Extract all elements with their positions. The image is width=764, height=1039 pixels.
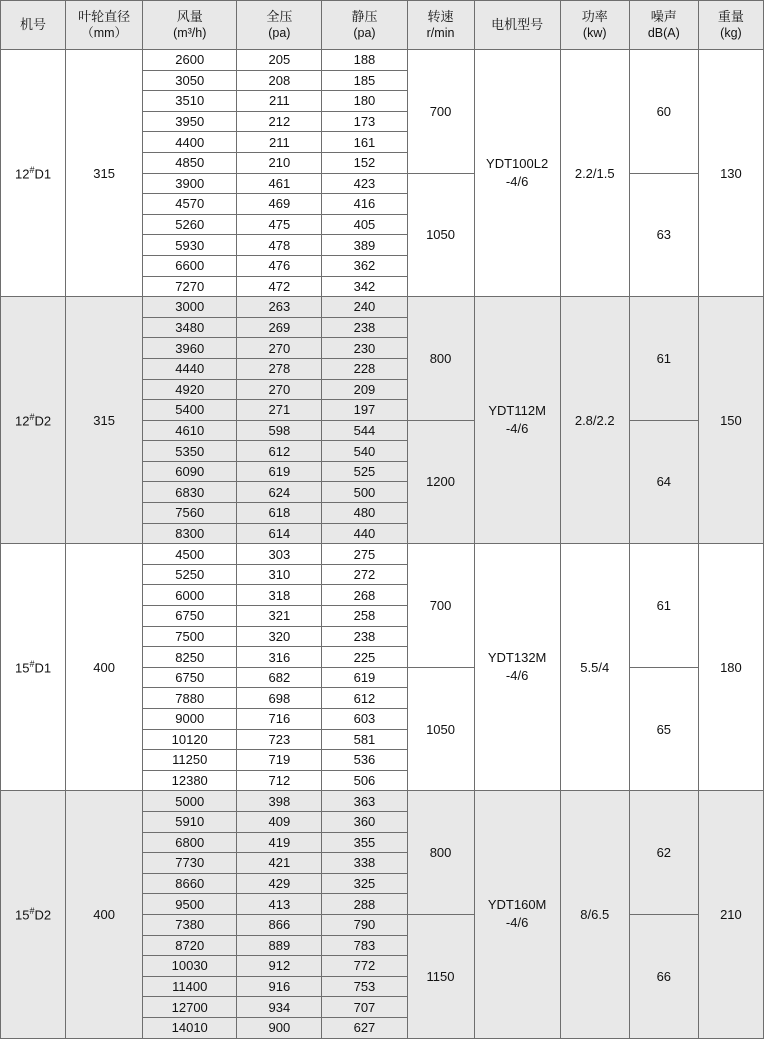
cell-static-pressure: 180 (322, 91, 407, 112)
header-noise (629, 1, 698, 50)
cell-total-pressure: 413 (237, 894, 322, 915)
cell-static-pressure: 707 (322, 997, 407, 1018)
cell-total-pressure: 263 (237, 297, 322, 318)
cell-speed: 800 (407, 297, 474, 421)
motor-model-sub: -4/6 (505, 915, 529, 931)
cell-air-volume: 7500 (143, 626, 237, 647)
cell-static-pressure: 423 (322, 173, 407, 194)
cell-speed: 700 (407, 544, 474, 668)
cell-air-volume: 4610 (143, 420, 237, 441)
cell-air-volume: 7730 (143, 853, 237, 874)
table-row (1, 297, 764, 318)
cell-total-pressure: 270 (237, 338, 322, 359)
cell-static-pressure: 238 (322, 317, 407, 338)
cell-total-pressure: 698 (237, 688, 322, 709)
cell-static-pressure: 525 (322, 461, 407, 482)
cell-air-volume: 8660 (143, 873, 237, 894)
cell-static-pressure: 240 (322, 297, 407, 318)
motor-model-main: YDT100L2 (486, 155, 549, 171)
cell-static-pressure: 272 (322, 564, 407, 585)
header-total-pressure (237, 1, 322, 50)
cell-total-pressure: 618 (237, 503, 322, 524)
cell-static-pressure: 152 (322, 152, 407, 173)
cell-model (1, 50, 66, 297)
cell-speed: 1200 (407, 420, 474, 544)
cell-air-volume: 3050 (143, 70, 237, 91)
header-row (1, 1, 764, 50)
cell-power: 2.2/1.5 (560, 50, 629, 297)
cell-static-pressure: 288 (322, 894, 407, 915)
cell-air-volume: 3950 (143, 111, 237, 132)
cell-air-volume: 7380 (143, 914, 237, 935)
cell-air-volume: 6830 (143, 482, 237, 503)
cell-air-volume: 11400 (143, 976, 237, 997)
cell-weight: 130 (698, 50, 763, 297)
cell-static-pressure: 506 (322, 770, 407, 791)
cell-static-pressure: 405 (322, 214, 407, 235)
model-suffix: D2 (34, 907, 52, 923)
cell-static-pressure: 363 (322, 791, 407, 812)
cell-total-pressure: 321 (237, 606, 322, 627)
header-total-pressure-line1: 全压 (266, 8, 293, 24)
cell-total-pressure: 205 (237, 50, 322, 71)
header-weight-line2: (kg) (720, 26, 742, 41)
cell-air-volume: 6000 (143, 585, 237, 606)
cell-air-volume: 3900 (143, 173, 237, 194)
cell-total-pressure: 278 (237, 358, 322, 379)
cell-air-volume: 5910 (143, 811, 237, 832)
cell-total-pressure: 682 (237, 667, 322, 688)
cell-static-pressure: 500 (322, 482, 407, 503)
header-static-pressure (322, 1, 407, 50)
cell-air-volume: 8300 (143, 523, 237, 544)
cell-static-pressure: 275 (322, 544, 407, 565)
cell-air-volume: 4440 (143, 358, 237, 379)
header-power-line2: (kw) (582, 26, 607, 41)
cell-static-pressure: 440 (322, 523, 407, 544)
cell-total-pressure: 310 (237, 564, 322, 585)
cell-air-volume: 9000 (143, 709, 237, 730)
cell-air-volume: 10120 (143, 729, 237, 750)
cell-air-volume: 2600 (143, 50, 237, 71)
motor-model-sub: -4/6 (505, 421, 529, 437)
table-row (1, 791, 764, 812)
cell-speed: 1050 (407, 667, 474, 791)
cell-total-pressure: 210 (237, 152, 322, 173)
cell-total-pressure: 211 (237, 91, 322, 112)
cell-total-pressure: 723 (237, 729, 322, 750)
cell-static-pressure: 619 (322, 667, 407, 688)
model-suffix: D2 (34, 413, 52, 429)
motor-model-sub: -4/6 (505, 174, 529, 190)
cell-total-pressure: 208 (237, 70, 322, 91)
cell-total-pressure: 866 (237, 914, 322, 935)
header-air-volume (143, 1, 237, 50)
cell-static-pressure: 238 (322, 626, 407, 647)
cell-total-pressure: 469 (237, 194, 322, 215)
model-sup: # (29, 164, 35, 175)
cell-total-pressure: 916 (237, 976, 322, 997)
cell-total-pressure: 212 (237, 111, 322, 132)
cell-total-pressure: 912 (237, 956, 322, 977)
cell-air-volume: 4400 (143, 132, 237, 153)
cell-static-pressure: 603 (322, 709, 407, 730)
cell-total-pressure: 316 (237, 647, 322, 668)
cell-air-volume: 8720 (143, 935, 237, 956)
cell-air-volume: 10030 (143, 956, 237, 977)
cell-motor-model (474, 50, 560, 297)
cell-model (1, 791, 66, 1038)
cell-speed: 800 (407, 791, 474, 915)
model-suffix: D1 (34, 166, 52, 182)
cell-motor-model (474, 544, 560, 791)
cell-static-pressure: 627 (322, 1017, 407, 1038)
cell-impeller-diameter: 315 (66, 50, 143, 297)
cell-air-volume: 6090 (143, 461, 237, 482)
cell-static-pressure: 783 (322, 935, 407, 956)
cell-total-pressure: 419 (237, 832, 322, 853)
header-model (1, 1, 66, 50)
cell-air-volume: 6750 (143, 667, 237, 688)
cell-air-volume: 6750 (143, 606, 237, 627)
cell-air-volume: 4920 (143, 379, 237, 400)
cell-air-volume: 12700 (143, 997, 237, 1018)
cell-static-pressure: 268 (322, 585, 407, 606)
cell-air-volume: 8250 (143, 647, 237, 668)
cell-static-pressure: 612 (322, 688, 407, 709)
header-power-line1: 功率 (581, 8, 608, 24)
cell-noise: 63 (629, 173, 698, 297)
cell-total-pressure: 934 (237, 997, 322, 1018)
cell-weight: 210 (698, 791, 763, 1038)
header-total-pressure-line2: (pa) (268, 26, 291, 41)
header-model-line1: 机号 (20, 17, 47, 33)
cell-motor-model (474, 791, 560, 1038)
cell-static-pressure: 197 (322, 400, 407, 421)
table-row (1, 544, 764, 565)
cell-noise: 61 (629, 297, 698, 421)
cell-static-pressure: 536 (322, 750, 407, 771)
cell-static-pressure: 161 (322, 132, 407, 153)
table-header (1, 1, 764, 50)
table-row (1, 50, 764, 71)
cell-power: 5.5/4 (560, 544, 629, 791)
cell-weight: 180 (698, 544, 763, 791)
cell-total-pressure: 270 (237, 379, 322, 400)
cell-speed: 700 (407, 50, 474, 174)
cell-air-volume: 7560 (143, 503, 237, 524)
model-number: 15 (14, 907, 30, 923)
cell-total-pressure: 614 (237, 523, 322, 544)
header-speed-line1: 转速 (427, 8, 454, 24)
cell-total-pressure: 712 (237, 770, 322, 791)
cell-noise: 66 (629, 914, 698, 1038)
cell-power: 2.8/2.2 (560, 297, 629, 544)
header-noise-line2: dB(A) (647, 26, 680, 41)
cell-total-pressure: 398 (237, 791, 322, 812)
cell-impeller-diameter: 315 (66, 297, 143, 544)
model-sup: # (29, 906, 35, 917)
cell-static-pressure: 228 (322, 358, 407, 379)
cell-noise: 61 (629, 544, 698, 668)
cell-air-volume: 5000 (143, 791, 237, 812)
header-air-volume-line2: (m³/h) (173, 26, 207, 41)
cell-total-pressure: 475 (237, 214, 322, 235)
model-number: 12 (14, 166, 30, 182)
cell-total-pressure: 269 (237, 317, 322, 338)
cell-air-volume: 14010 (143, 1017, 237, 1038)
motor-model-sub: -4/6 (505, 668, 529, 684)
cell-air-volume: 7880 (143, 688, 237, 709)
cell-static-pressure: 772 (322, 956, 407, 977)
motor-model-main: YDT112M (488, 403, 546, 418)
header-weight-line1: 重量 (717, 8, 744, 24)
cell-total-pressure: 716 (237, 709, 322, 730)
cell-total-pressure: 719 (237, 750, 322, 771)
cell-power: 8/6.5 (560, 791, 629, 1038)
cell-static-pressure: 790 (322, 914, 407, 935)
cell-static-pressure: 480 (322, 503, 407, 524)
cell-static-pressure: 209 (322, 379, 407, 400)
header-motor-model-line1: 电机型号 (491, 17, 544, 33)
cell-air-volume: 3960 (143, 338, 237, 359)
cell-static-pressure: 325 (322, 873, 407, 894)
cell-air-volume: 5350 (143, 441, 237, 462)
cell-total-pressure: 619 (237, 461, 322, 482)
cell-static-pressure: 753 (322, 976, 407, 997)
cell-air-volume: 3510 (143, 91, 237, 112)
model-number: 15 (14, 660, 30, 676)
cell-air-volume: 6800 (143, 832, 237, 853)
cell-air-volume: 7270 (143, 276, 237, 297)
cell-weight: 150 (698, 297, 763, 544)
header-weight (698, 1, 763, 50)
cell-air-volume: 5250 (143, 564, 237, 585)
cell-static-pressure: 360 (322, 811, 407, 832)
cell-impeller-diameter: 400 (66, 544, 143, 791)
cell-total-pressure: 612 (237, 441, 322, 462)
header-air-volume-line1: 风量 (176, 8, 203, 24)
motor-model-main: YDT160M (487, 897, 547, 913)
header-power (560, 1, 629, 50)
cell-total-pressure: 409 (237, 811, 322, 832)
cell-static-pressure: 188 (322, 50, 407, 71)
cell-total-pressure: 318 (237, 585, 322, 606)
cell-total-pressure: 421 (237, 853, 322, 874)
cell-model (1, 544, 66, 791)
cell-static-pressure: 173 (322, 111, 407, 132)
header-speed (407, 1, 474, 50)
cell-speed: 1050 (407, 173, 474, 297)
cell-static-pressure: 416 (322, 194, 407, 215)
header-motor-model (474, 1, 560, 50)
cell-static-pressure: 230 (322, 338, 407, 359)
cell-impeller-diameter: 400 (66, 791, 143, 1038)
cell-model (1, 297, 66, 544)
header-static-pressure-line2: (pa) (353, 26, 376, 41)
cell-total-pressure: 624 (237, 482, 322, 503)
cell-air-volume: 3480 (143, 317, 237, 338)
header-speed-line2: r/min (426, 26, 455, 41)
cell-total-pressure: 461 (237, 173, 322, 194)
cell-air-volume: 4850 (143, 152, 237, 173)
motor-model-main: YDT132M (487, 650, 547, 666)
cell-total-pressure: 478 (237, 235, 322, 256)
cell-static-pressure: 342 (322, 276, 407, 297)
cell-air-volume: 3000 (143, 297, 237, 318)
table-body (1, 50, 764, 1039)
cell-total-pressure: 320 (237, 626, 322, 647)
cell-air-volume: 6600 (143, 255, 237, 276)
cell-static-pressure: 185 (322, 70, 407, 91)
model-number: 12 (14, 413, 30, 429)
header-impeller-diameter (66, 1, 143, 50)
cell-total-pressure: 476 (237, 255, 322, 276)
cell-total-pressure: 429 (237, 873, 322, 894)
cell-static-pressure: 338 (322, 853, 407, 874)
cell-air-volume: 5260 (143, 214, 237, 235)
cell-static-pressure: 544 (322, 420, 407, 441)
cell-total-pressure: 598 (237, 420, 322, 441)
model-sup: # (29, 412, 35, 423)
cell-noise: 65 (629, 667, 698, 791)
cell-total-pressure: 303 (237, 544, 322, 565)
header-impeller-diameter-line2: （mm） (81, 26, 128, 41)
cell-air-volume: 5930 (143, 235, 237, 256)
cell-total-pressure: 472 (237, 276, 322, 297)
cell-air-volume: 5400 (143, 400, 237, 421)
cell-air-volume: 9500 (143, 894, 237, 915)
header-noise-line1: 噪声 (650, 8, 677, 24)
cell-static-pressure: 225 (322, 647, 407, 668)
cell-total-pressure: 211 (237, 132, 322, 153)
cell-air-volume: 4500 (143, 544, 237, 565)
cell-speed: 1150 (407, 914, 474, 1038)
model-sup: # (29, 659, 35, 670)
cell-noise: 62 (629, 791, 698, 915)
cell-static-pressure: 389 (322, 235, 407, 256)
header-static-pressure-line1: 静压 (351, 8, 378, 24)
cell-static-pressure: 355 (322, 832, 407, 853)
cell-noise: 64 (629, 420, 698, 544)
cell-total-pressure: 889 (237, 935, 322, 956)
cell-total-pressure: 271 (237, 400, 322, 421)
cell-noise: 60 (629, 50, 698, 174)
cell-static-pressure: 258 (322, 606, 407, 627)
cell-air-volume: 11250 (143, 750, 237, 771)
model-suffix: D1 (34, 660, 52, 676)
header-impeller-diameter-line1: 叶轮直径 (78, 8, 131, 24)
cell-air-volume: 4570 (143, 194, 237, 215)
cell-static-pressure: 581 (322, 729, 407, 750)
cell-air-volume: 12380 (143, 770, 237, 791)
cell-total-pressure: 900 (237, 1017, 322, 1038)
cell-static-pressure: 362 (322, 255, 407, 276)
cell-static-pressure: 540 (322, 441, 407, 462)
cell-motor-model (474, 297, 560, 544)
